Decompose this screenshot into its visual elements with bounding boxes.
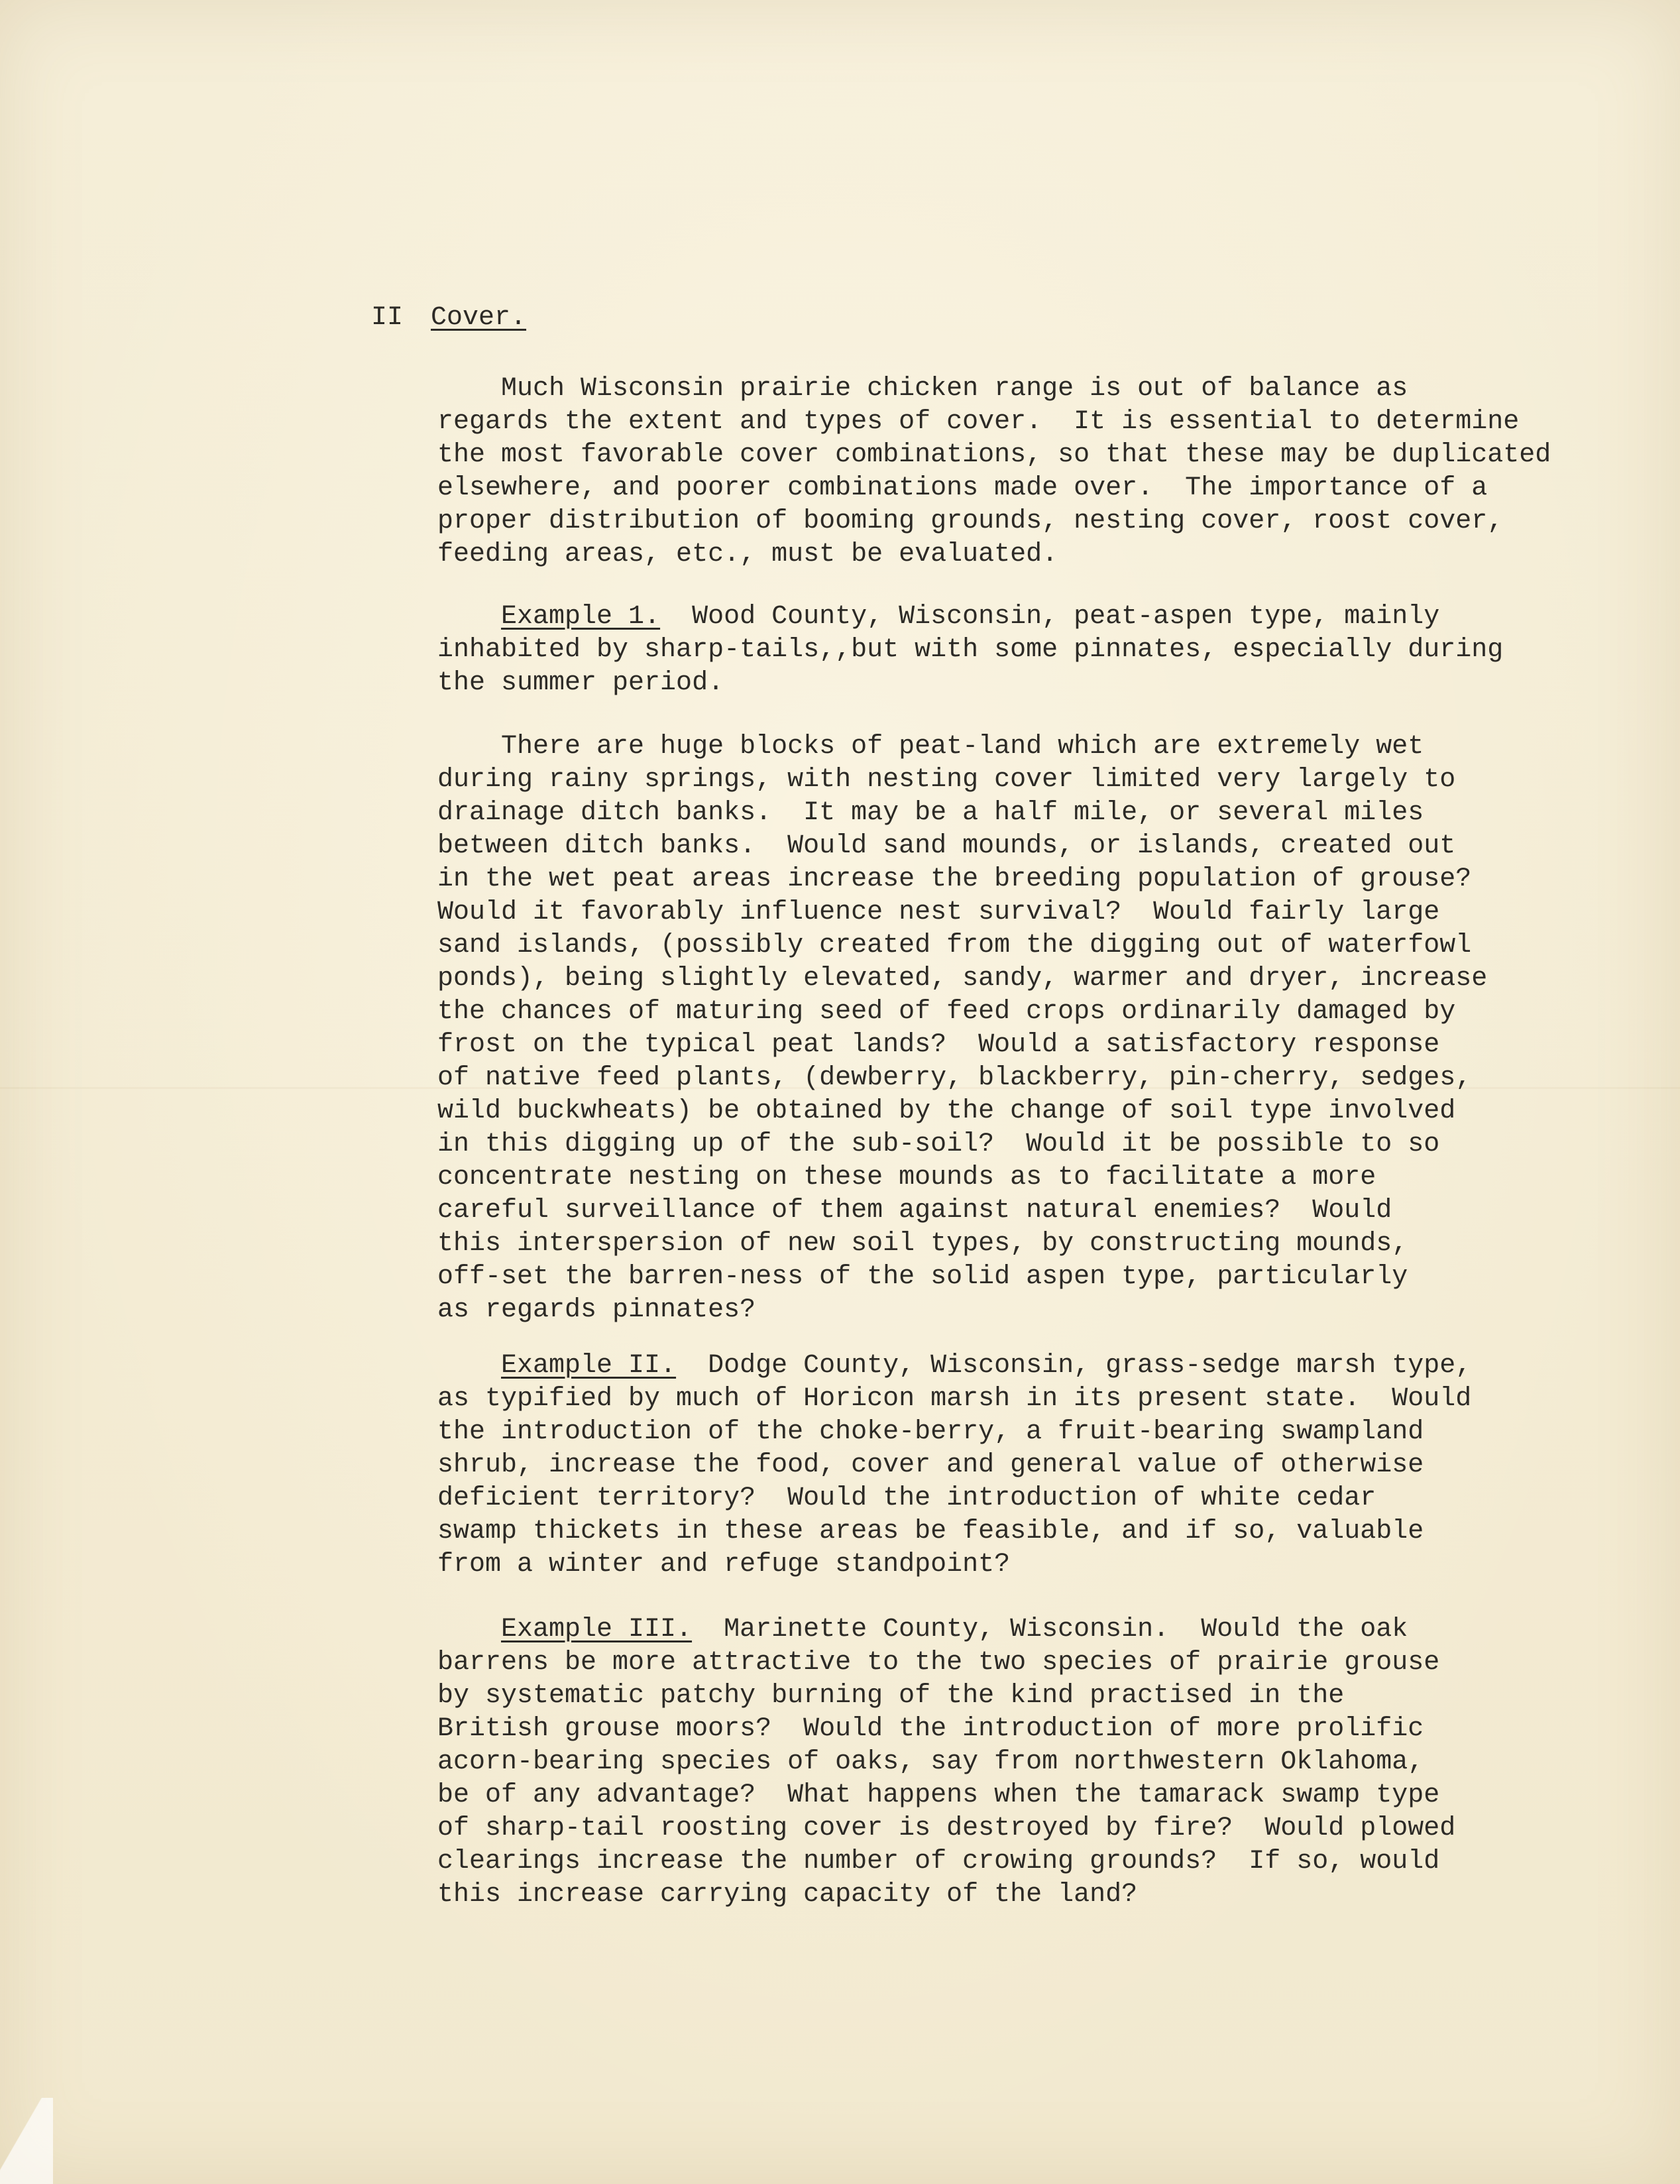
text-line: from a winter and refuge standpoint? <box>437 1550 1011 1580</box>
example-1-paragraph <box>437 601 1503 700</box>
example-1-first-line <box>437 601 1503 634</box>
text-line: wild buckwheats) be obtained by the change of soil type involved <box>437 1096 1456 1126</box>
text-line: British grouse moors? Would the introduction of more prolific <box>437 1714 1424 1744</box>
text-line: drainage ditch banks. It may be a half mile, or several miles <box>437 798 1424 828</box>
text-line: Much Wisconsin prairie chicken range is out of balance as <box>437 374 1408 404</box>
example-1-first-line-text: Wood County, Wisconsin, peat-aspen type, mainly <box>660 602 1440 632</box>
text-line: concentrate nesting on these mounds as to facilitate a more <box>437 1163 1376 1192</box>
text-line: swamp thickets in these areas be feasible, and if so, valuable <box>437 1517 1424 1546</box>
section-title: Cover. <box>431 303 527 333</box>
text-line: shrub, increase the food, cover and general value of otherwise <box>437 1450 1424 1480</box>
example-2-paragraph <box>437 1350 1471 1581</box>
text-line: this interspersion of new soil types, by constructing mounds, <box>437 1229 1408 1259</box>
text-line: feeding areas, etc., must be evaluated. <box>437 540 1058 569</box>
text-line: in this digging up of the sub-soil? Would it be possible to so <box>437 1129 1440 1159</box>
torn-corner <box>0 2098 53 2184</box>
text-line: in the wet peat areas increase the breeding population of grouse? <box>437 864 1472 894</box>
text-line: the chances of maturing seed of feed crops ordinarily damaged by <box>437 997 1456 1027</box>
intro-paragraph <box>437 373 1551 571</box>
text-line: proper distribution of booming grounds, nesting cover, roost cover, <box>437 506 1504 536</box>
peat-paragraph <box>437 730 1487 1327</box>
text-line: of sharp-tail roosting cover is destroyed by fire? Would plowed <box>437 1813 1456 1843</box>
example-1-label: Example 1. <box>501 602 661 632</box>
text-line: frost on the typical peat lands? Would a satisfactory response <box>437 1030 1440 1060</box>
text-line: as regards pinnates? <box>437 1295 756 1325</box>
section-number: II <box>371 303 404 333</box>
text-line: clearings increase the number of crowing grounds? If so, would <box>437 1847 1440 1876</box>
example-3-first-line-text: Marinette County, Wisconsin. Would the oak <box>692 1615 1408 1644</box>
text-line: of native feed plants, (dewberry, blackberry, pin-cherry, sedges, <box>437 1063 1472 1093</box>
text-line: the introduction of the choke-berry, a fruit-bearing swampland <box>437 1417 1424 1447</box>
example-3-paragraph <box>437 1613 1455 1912</box>
text-line: between ditch banks. Would sand mounds, or islands, created out <box>437 831 1456 861</box>
example-2-label: Example II. <box>501 1351 677 1381</box>
text-line: as typified by much of Horicon marsh in its present state. Would <box>437 1384 1472 1414</box>
text-line: acorn-bearing species of oaks, say from northwestern Oklahoma, <box>437 1747 1424 1777</box>
text-line: There are huge blocks of peat-land which are extremely wet <box>437 732 1424 762</box>
text-line: by systematic patchy burning of the kind practised in the <box>437 1681 1345 1711</box>
text-line: deficient territory? Would the introduction of white cedar <box>437 1483 1376 1513</box>
example-2-first-line <box>437 1350 1471 1383</box>
example-2-first-line-text: Dodge County, Wisconsin, grass-sedge marsh type, <box>676 1351 1472 1381</box>
text-line: off-set the barren-ness of the solid aspen type, particularly <box>437 1262 1408 1292</box>
example-3-first-line <box>437 1613 1455 1646</box>
text-line: regards the extent and types of cover. It is essential to determine <box>437 407 1520 437</box>
text-line: careful surveillance of them against natural enemies? Would <box>437 1196 1392 1226</box>
text-line: barrens be more attractive to the two species of prairie grouse <box>437 1648 1440 1678</box>
text-line: be of any advantage? What happens when the tamarack swamp type <box>437 1780 1440 1810</box>
section-heading <box>371 302 526 335</box>
text-line: this increase carrying capacity of the land? <box>437 1880 1138 1910</box>
text-line: elsewhere, and poorer combinations made over. The importance of a <box>437 473 1488 503</box>
text-line: inhabited by sharp-tails,,but with some pinnates, especially during <box>437 635 1504 665</box>
text-line: during rainy springs, with nesting cover limited very largely to <box>437 765 1456 795</box>
text-line: Would it favorably influence nest survival? Would fairly large <box>437 897 1440 927</box>
example-3-label: Example III. <box>501 1615 693 1644</box>
text-line: sand islands, (possibly created from the digging out of waterfowl <box>437 931 1472 960</box>
text-line: the summer period. <box>437 668 724 698</box>
text-line: the most favorable cover combinations, so that these may be duplicated <box>437 440 1551 470</box>
text-line: ponds), being slightly elevated, sandy, warmer and dryer, increase <box>437 964 1488 994</box>
